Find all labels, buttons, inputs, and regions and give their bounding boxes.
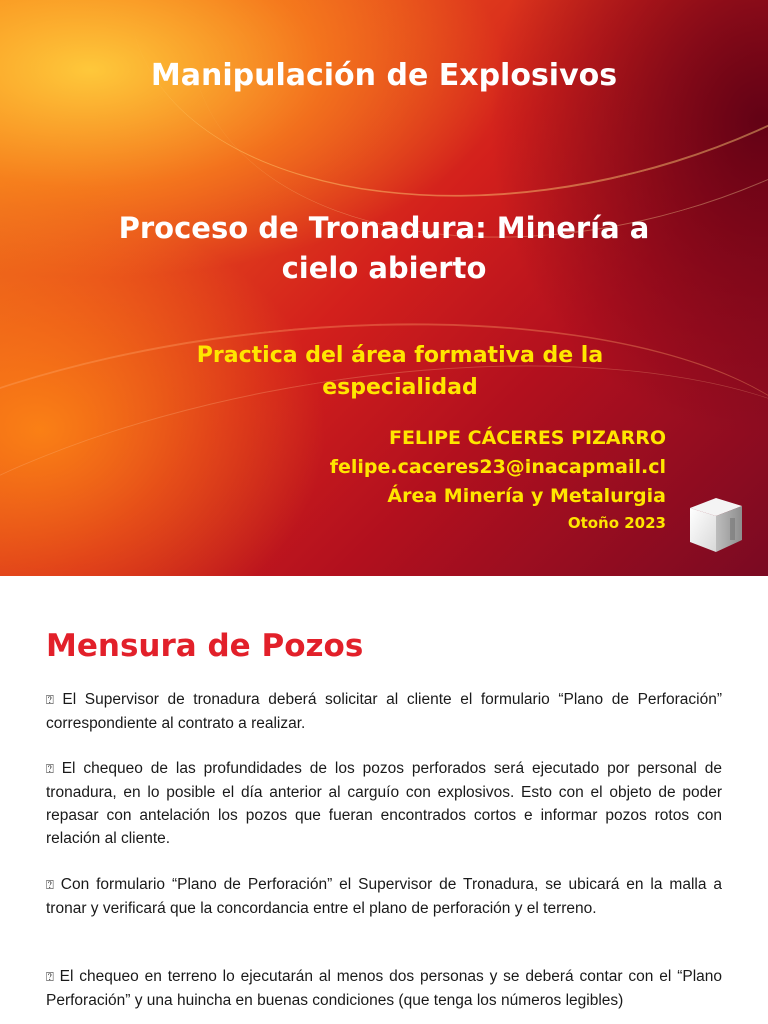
author-email: felipe.caceres23@inacapmail.cl: [329, 456, 666, 478]
bullet-icon: ⍰: [46, 970, 54, 985]
slide-title: Manipulación de Explosivos: [150, 58, 618, 93]
season-label: Otoño 2023: [567, 514, 666, 532]
bullet-icon: ⍰: [46, 762, 54, 777]
bullet-icon: ⍰: [46, 878, 54, 893]
subtitle-line-1: Proceso de Tronadura: Minería a: [118, 211, 650, 245]
paragraph-text: Con formulario “Plano de Perforación” el Supervisor de Tronadura, se ubicará en la malla a tronar y verificará que la concordancia entre el plano de perforación y el terreno.: [46, 876, 723, 917]
cube-logo-icon: [686, 494, 746, 554]
paragraph: [46, 757, 722, 850]
paragraph: [46, 873, 722, 920]
bullet-icon: ⍰: [46, 693, 54, 708]
author-name: FELIPE CÁCERES PIZARRO: [388, 427, 666, 449]
paragraph-text: El Supervisor de tronadura deberá solicitar al cliente el formulario “Plano de Perforación” correspondiente al contrato a realizar.: [46, 691, 722, 732]
slide-subtitle: [0, 208, 768, 288]
paragraph: [46, 688, 722, 735]
paragraph-text: El chequeo en terreno lo ejecutarán al menos dos personas y se deberá contar con el “Plano Perforación” y una huincha en buenas condiciones (que tenga los números legibles): [46, 968, 722, 1009]
practice-caption: [16, 340, 768, 404]
section-title: Mensura de Pozos: [46, 628, 364, 664]
practice-line-2: especialidad: [322, 375, 478, 400]
author-block: [330, 424, 666, 535]
practice-line-1: Practica del área formativa de la: [196, 343, 604, 368]
author-area: Área Minería y Metalurgia: [387, 485, 666, 507]
paragraph-text: El chequeo de las profundidades de los pozos perforados será ejecutado por personal de tronadura, en lo posible el día anterior al carguío con explosivos. Esto con el objeto de poder repasar con antelación los pozos que fueran encontrados cortos e informar pozos rotos con relación al cliente.: [46, 760, 722, 847]
subtitle-line-2: cielo abierto: [281, 251, 487, 285]
paragraph: [46, 965, 722, 1012]
